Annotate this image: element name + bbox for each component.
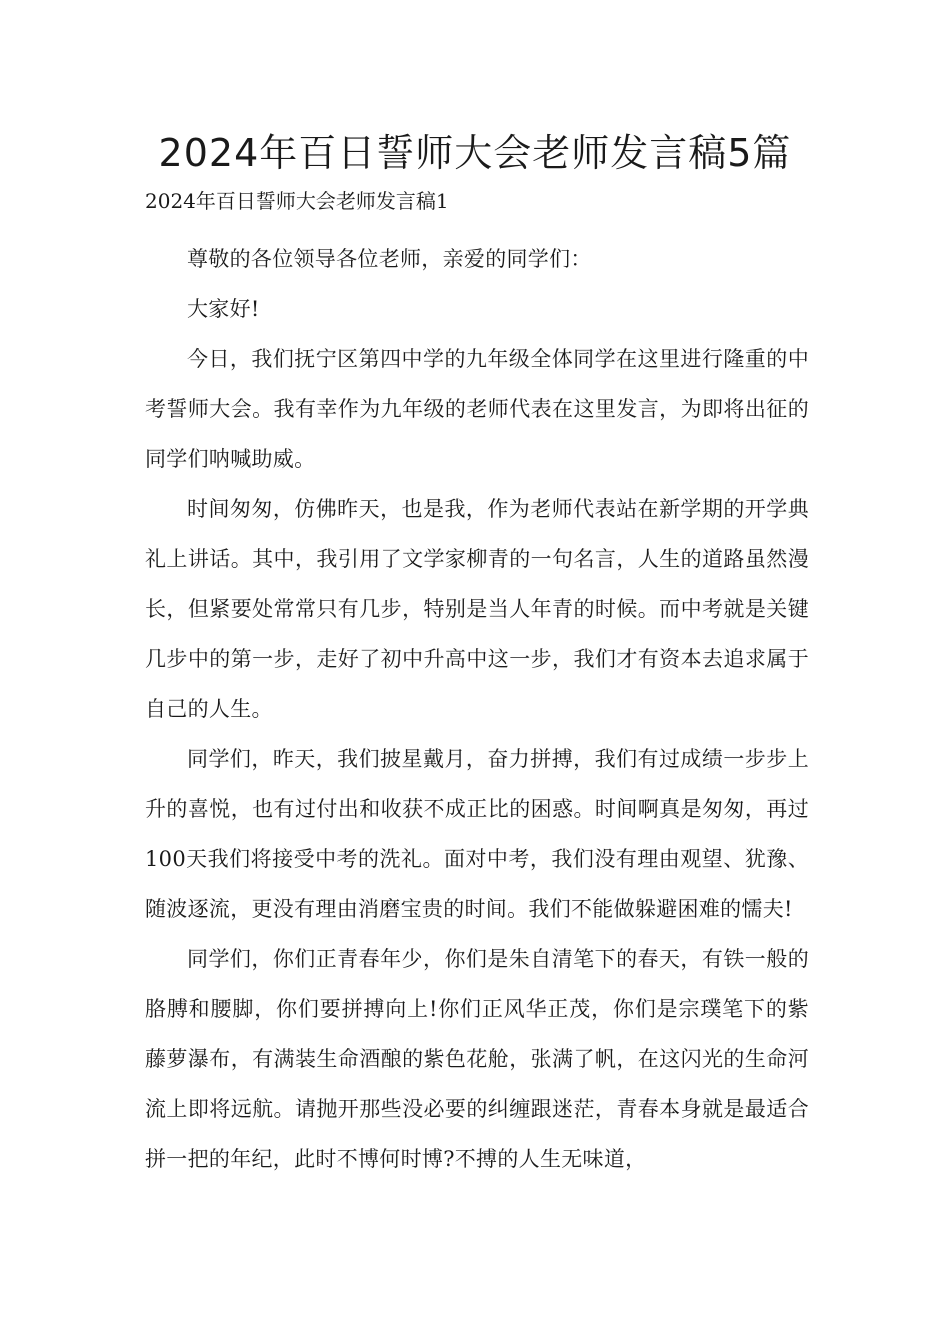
paragraph: 时间匆匆，仿佛昨天，也是我，作为老师代表站在新学期的开学典礼上讲话。其中，我引用了文学家柳青的一句名言，人生的道路虽然漫长，但紧要处常常只有几步，特别是当人年青的时候。而中考就是关键几步中的第一步，走好了初中升高中这一步，我们才有资本去追求属于自己的人生。 [145,497,809,721]
paragraph: 今日，我们抚宁区第四中学的九年级全体同学在这里进行隆重的中考誓师大会。我有幸作为九年级的老师代表在这里发言，为即将出征的同学们呐喊助威。 [145,347,809,471]
document-body [145,234,809,1184]
paragraph-salutation: 尊敬的各位领导各位老师，亲爱的同学们： [187,247,592,271]
paragraph-greeting: 大家好! [187,297,260,321]
paragraph: 同学们，昨天，我们披星戴月，奋力拼搏，我们有过成绩一步步上升的喜悦，也有过付出和收获不成正比的困惑。时间啊真是匆匆，再过100天我们将接受中考的洗礼。面对中考，我们没有理由观望、犹豫、随波逐流，更没有理由消磨宝贵的时间。我们不能做躲避困难的懦夫! [145,747,809,921]
document-title: 2024年百日誓师大会老师发言稿5篇 [158,131,792,175]
paragraph: 同学们，你们正青春年少，你们是朱自清笔下的春天，有铁一般的胳膊和腰脚，你们要拼搏向上!你们正风华正茂，你们是宗璞笔下的紫藤萝瀑布，有满装生命酒酿的紫色花舱，张满了帆，在这闪光的生命河流上即将远航。请抛开那些没必要的纠缠跟迷茫，青春本身就是最适合拼一把的年纪，此时不博何时博?不搏的人生无味道， [145,947,809,1171]
document-subtitle: 2024年百日誓师大会老师发言稿1 [145,189,449,213]
